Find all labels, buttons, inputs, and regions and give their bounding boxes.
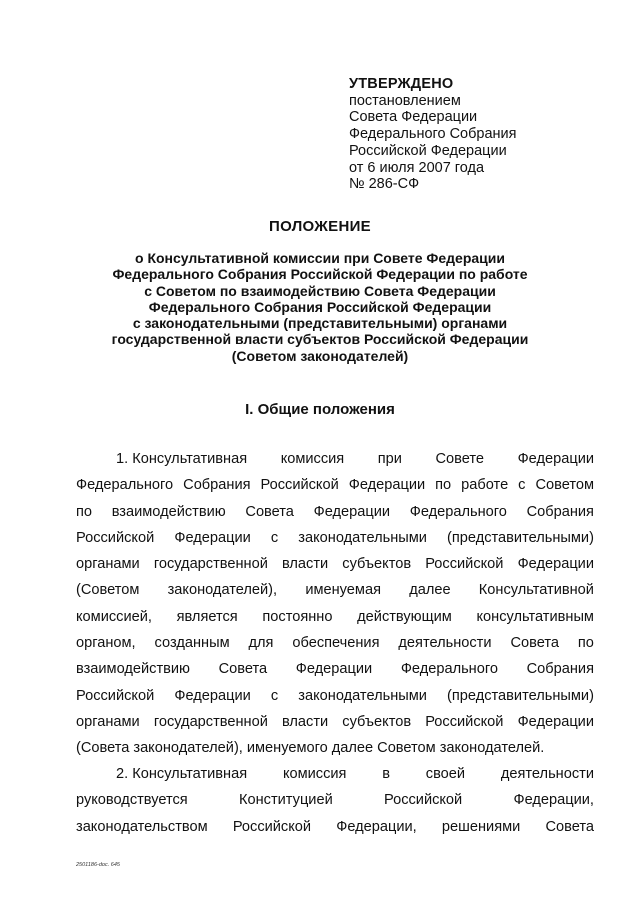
word: 1. Консультативная xyxy=(116,451,248,467)
word: Федерации xyxy=(174,687,251,704)
word: далее xyxy=(331,740,374,757)
approval-line: Российской Федерации xyxy=(349,142,507,159)
word: деятельности xyxy=(398,635,492,652)
word: своей xyxy=(425,766,466,782)
paragraph-2 xyxy=(76,761,594,840)
word: органами xyxy=(76,556,140,573)
word: Федерального xyxy=(409,503,507,520)
word: Федерации xyxy=(517,451,594,467)
word: законодателей. xyxy=(439,740,545,757)
word: именуемого xyxy=(246,740,328,757)
word: органами xyxy=(76,713,140,730)
word: Советом xyxy=(377,740,436,757)
subtitle-line: (Советом законодателей) xyxy=(231,347,409,364)
word: субъектов xyxy=(342,556,412,573)
word: Российской xyxy=(383,792,463,809)
approval-line: от 6 июля 2007 года xyxy=(349,159,485,176)
word: Российской xyxy=(425,556,504,573)
text-line xyxy=(76,499,594,525)
word: Федерации xyxy=(517,556,594,573)
word: для xyxy=(248,635,274,652)
word: Федерального xyxy=(76,477,174,494)
word: законодательством xyxy=(76,818,208,835)
approval-line: № 286-СФ xyxy=(349,176,420,193)
word: Совета xyxy=(545,818,594,835)
word: Российской xyxy=(260,477,339,494)
text-line xyxy=(76,656,594,682)
word: Федерации xyxy=(174,529,251,546)
subtitle-line: Федерального Собрания Российской Федерации по работе xyxy=(112,266,528,283)
word: (представительными) xyxy=(447,529,594,546)
word: с xyxy=(270,687,279,704)
word: Совета xyxy=(510,635,559,652)
word: решениями xyxy=(441,818,521,835)
word: Федерации xyxy=(348,477,426,494)
text-line xyxy=(76,577,594,603)
section-heading: I. Общие положения xyxy=(245,401,395,418)
word: власти xyxy=(282,556,329,573)
word: законодателей), xyxy=(133,740,243,757)
word: по xyxy=(435,477,452,494)
word: деятельности xyxy=(500,766,594,782)
word: консультативным xyxy=(476,608,594,625)
subtitle-line: о Консультативной комиссии при Совете Федерации xyxy=(135,250,505,266)
word: государственной xyxy=(153,556,268,573)
word: власти xyxy=(282,713,329,730)
word: государственной xyxy=(153,713,268,730)
text-line xyxy=(76,683,594,709)
word: комиссия xyxy=(282,766,347,782)
text-line xyxy=(76,814,594,840)
approval-stamp xyxy=(349,76,609,193)
subtitle-line: Федерального Собрания Российской Федерации xyxy=(148,298,492,315)
text-line xyxy=(76,551,594,577)
text-line xyxy=(76,630,594,656)
word: действующим xyxy=(357,608,452,625)
subtitle-line: с Советом по взаимодействию Совета Федерации xyxy=(144,282,496,299)
word: законодательными xyxy=(298,529,427,546)
word: Федерации xyxy=(295,661,373,678)
word: руководствуется xyxy=(76,792,188,809)
word: Собрания xyxy=(526,661,594,678)
word: при xyxy=(377,451,402,467)
word: Собрания xyxy=(183,477,251,494)
word: работе xyxy=(461,477,509,494)
word: взаимодействию xyxy=(76,661,190,678)
word: с xyxy=(518,477,526,494)
word: Совета xyxy=(218,661,268,678)
word: (Совета xyxy=(76,740,130,757)
word: Совета xyxy=(245,503,294,520)
word: законодательными xyxy=(298,687,427,704)
word: Российской xyxy=(76,529,155,546)
word: Собрания xyxy=(526,503,594,520)
word: Российской xyxy=(425,713,504,730)
word: Федерации xyxy=(517,713,594,730)
word: Федерации, xyxy=(336,818,417,835)
word: именуемая xyxy=(305,582,381,599)
word: Конституцией xyxy=(238,792,333,809)
text-line xyxy=(76,761,594,787)
word: постоянно xyxy=(262,608,333,625)
word: комиссией, xyxy=(76,608,152,625)
word: (Советом xyxy=(76,582,140,599)
word: является xyxy=(176,608,238,625)
word: Федерального xyxy=(400,661,498,678)
paragraph-1 xyxy=(76,446,594,762)
approval-line: Федерального Собрания xyxy=(349,126,517,143)
text-line xyxy=(76,446,594,472)
text-line xyxy=(76,604,594,630)
word: Российской xyxy=(76,687,155,704)
document-subtitle xyxy=(60,250,580,364)
word: Советом xyxy=(535,477,594,494)
approval-line: УТВЕРЖДЕНО xyxy=(349,76,454,92)
word: Федерации xyxy=(313,503,391,520)
text-line xyxy=(76,525,594,551)
word: по xyxy=(76,503,93,520)
approval-line: постановлением xyxy=(349,92,461,109)
word: комиссия xyxy=(280,451,345,467)
approval-line: Совета Федерации xyxy=(349,109,478,126)
text-line xyxy=(76,735,594,761)
word: субъектов xyxy=(342,713,412,730)
word: Федерации, xyxy=(513,792,594,809)
word: Совете xyxy=(435,451,485,467)
subtitle-line: государственной власти субъектов Российской Федерации xyxy=(111,331,529,348)
word: в xyxy=(382,766,390,782)
word: Консультативной xyxy=(478,582,594,599)
word: Российской xyxy=(232,818,312,835)
word: (представительными) xyxy=(447,687,594,704)
text-line xyxy=(76,709,594,735)
word: по xyxy=(577,635,594,652)
word: созданным xyxy=(154,635,230,652)
text-line xyxy=(76,787,594,813)
word: органом, xyxy=(76,635,136,652)
word: 2. Консультативная xyxy=(116,766,248,782)
word: взаимодействию xyxy=(111,503,226,520)
footer-code: 2501186-doc. 645 xyxy=(76,862,120,868)
word: законодателей), xyxy=(167,582,278,599)
text-line xyxy=(76,472,594,498)
word: с xyxy=(270,529,279,546)
subtitle-line: с законодательными (представительными) органами xyxy=(132,315,508,332)
word: далее xyxy=(409,582,451,599)
document-title: ПОЛОЖЕНИЕ xyxy=(269,218,371,235)
word: обеспечения xyxy=(292,635,380,652)
